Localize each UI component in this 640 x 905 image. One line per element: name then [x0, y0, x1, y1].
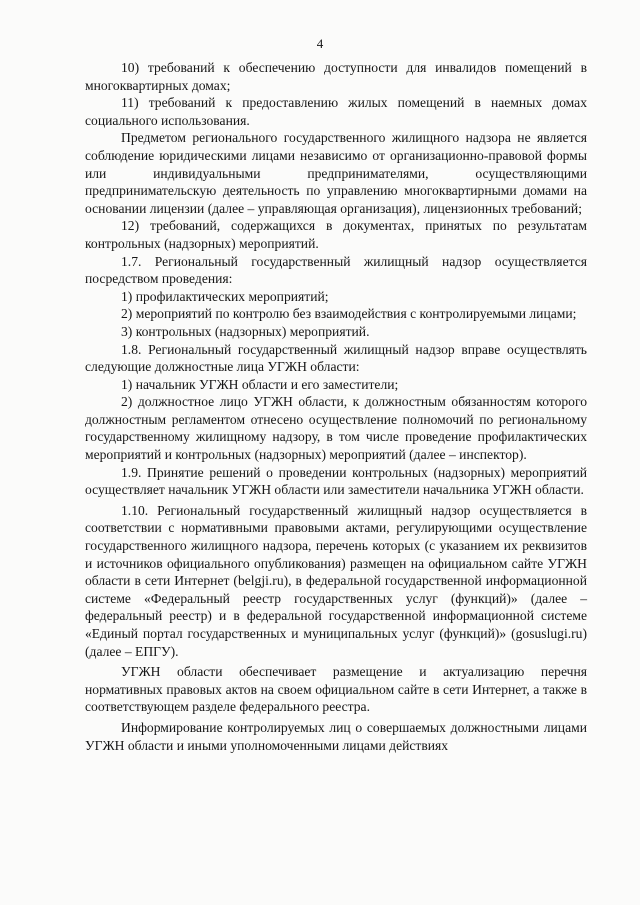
paragraph: 1.10. Региональный государственный жилищный надзор осуществляется в соответствии с нормативными правовыми актами, регулирующими осуществление государственного жилищного надзора, перечень которых (с указанием их реквизитов и источников официального опубликования) размещен на официальном сайте УГЖН области в сети Интернет (belgji.ru), в федеральной государственной информационной системе «Федеральный реестр государственных услуг (функций)» (далее – федеральный реестр) и в федеральной государственной информационной системе «Единый портал государственных и муниципальных услуг (функций)» (gosuslugi.ru) (далее – ЕПГУ). [85, 502, 587, 659]
paragraph: 1.7. Региональный государственный жилищный надзор осуществляется посредством проведения: [85, 253, 587, 287]
paragraph: 12) требований, содержащихся в документах, принятых по результатам контрольных (надзорных) мероприятий. [85, 218, 587, 251]
list-item: 1) профилактических мероприятий; [121, 288, 329, 304]
paragraph: 10) требований к обеспечению доступности для инвалидов помещений в многоквартирных домах; [85, 60, 587, 93]
page-number: 4 [316, 36, 324, 51]
list-item: 2) мероприятий по контролю без взаимодействия с контролируемыми лицами; [121, 306, 577, 322]
document-body [85, 59, 587, 754]
paragraph: 1.9. Принятие решений о проведении контрольных (надзорных) мероприятий осуществляет начальник УГЖН области или заместители начальника УГЖН области. [85, 464, 587, 498]
list-item: 3) контрольных (надзорных) мероприятий. [121, 323, 370, 339]
paragraph: Информирование контролируемых лиц о совершаемых должностными лицами УГЖН области и иными уполномоченными лицами действиях [85, 719, 587, 753]
paragraph: Предметом регионального государственного жилищного надзора не является соблюдение юридическими лицами независимо от организационно-правовой формы или индивидуальными предпринимателями, осуществляющими предпринимательскую деятельность по управлению многоквартирными домами на основании лицензии (далее – управляющая организация), лицензионных требований; [85, 130, 587, 216]
paragraph: 11) требований к предоставлению жилых помещений в наемных домах социального использования. [85, 95, 587, 128]
list-item: 1) начальник УГЖН области и его заместители; [121, 376, 399, 392]
list-item: 2) должностное лицо УГЖН области, к должностным обязанностям которого должностным регламентом отнесено осуществление полномочий по региональному государственному жилищному надзору, в том числе проведение профилактических мероприятий и контрольных (надзорных) мероприятий (далее – инспектор). [85, 394, 587, 463]
paragraph: 1.8. Региональный государственный жилищный надзор вправе осуществлять следующие должностные лица УГЖН области: [85, 341, 587, 375]
paragraph: УГЖН области обеспечивает размещение и актуализацию перечня нормативных правовых актов на своем официальном сайте в сети Интернет, а также в соответствующем разделе федерального реестра. [85, 664, 587, 715]
